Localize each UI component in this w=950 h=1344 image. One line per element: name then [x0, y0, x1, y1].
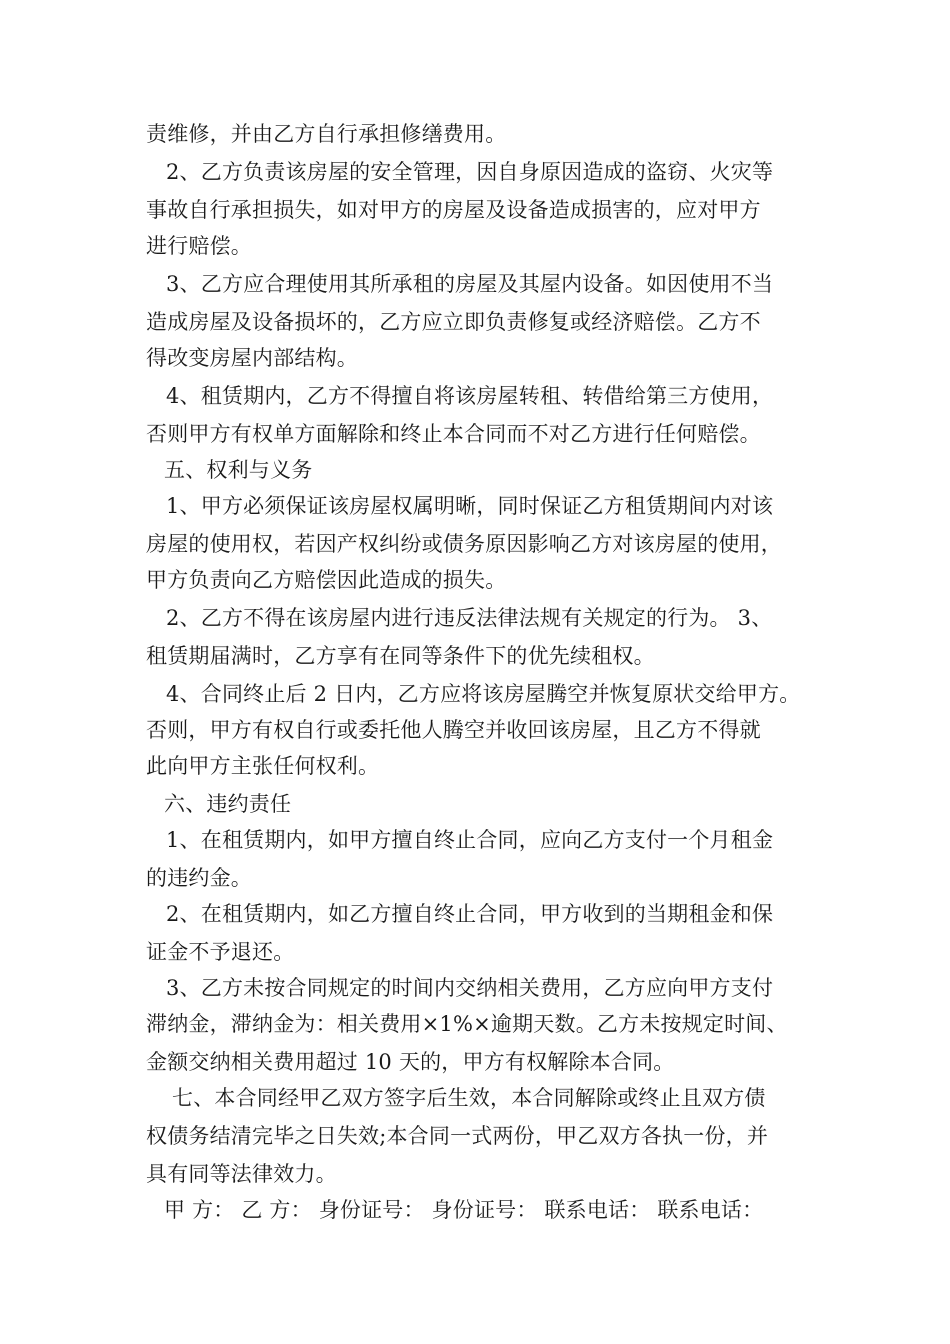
paragraph-line: 具有同等法律效力。	[146, 1162, 337, 1186]
paragraph-line: 进行赔偿。	[146, 234, 252, 258]
paragraph-line: 房屋的使用权，若因产权纠纷或债务原因影响乙方对该房屋的使用，	[146, 532, 782, 556]
paragraph-line: 4、合同终止后 2 日内，乙方应将该房屋腾空并恢复原状交给甲方。	[166, 682, 801, 706]
paragraph-line: 责维修，并由乙方自行承担修缮费用。	[146, 122, 507, 146]
paragraph-line: 得改变房屋内部结构。	[146, 346, 358, 370]
paragraph-line: 2、乙方不得在该房屋内进行违反法律法规有关规定的行为。 3、	[166, 606, 773, 630]
paragraph-line: 权债务结清完毕之日失效;本合同一式两份，甲乙双方各执一份，并	[146, 1124, 769, 1148]
paragraph-line: 此向甲方主张任何权利。	[146, 754, 380, 778]
paragraph-line: 事故自行承担损失，如对甲方的房屋及设备造成损害的，应对甲方	[146, 198, 761, 222]
paragraph-line: 造成房屋及设备损坏的，乙方应立即负责修复或经济赔偿。乙方不	[146, 310, 761, 334]
paragraph-line: 滞纳金，滞纳金为：相关费用×1%×逾期天数。乙方未按规定时间、	[146, 1012, 788, 1036]
paragraph-line: 1、在租赁期内，如甲方擅自终止合同，应向乙方支付一个月租金	[166, 828, 774, 852]
paragraph-line: 租赁期届满时，乙方享有在同等条件下的优先续租权。	[146, 644, 655, 668]
signature-line: 甲 方： 乙 方： 身份证号： 身份证号： 联系电话： 联系电话：	[164, 1198, 764, 1222]
paragraph-line: 4、租赁期内，乙方不得擅自将该房屋转租、转借给第三方使用，	[166, 384, 774, 408]
paragraph-line: 否则甲方有权单方面解除和终止本合同而不对乙方进行任何赔偿。	[146, 422, 761, 446]
section-heading: 五、权利与义务	[164, 458, 313, 482]
paragraph-line: 2、在租赁期内，如乙方擅自终止合同，甲方收到的当期租金和保	[166, 902, 774, 926]
paragraph-line: 甲方负责向乙方赔偿因此造成的损失。	[146, 568, 507, 592]
paragraph-line: 1、甲方必须保证该房屋权属明晰，同时保证乙方租赁期间内对该	[166, 494, 774, 518]
paragraph-line: 证金不予退还。	[146, 940, 295, 964]
paragraph-line: 2、乙方负责该房屋的安全管理，因自身原因造成的盗窃、火灾等	[166, 160, 774, 184]
paragraph-line: 3、乙方应合理使用其所承租的房屋及其屋内设备。如因使用不当	[166, 272, 774, 296]
paragraph-line: 3、乙方未按合同规定的时间内交纳相关费用，乙方应向甲方支付	[166, 976, 774, 1000]
paragraph-line: 的违约金。	[146, 866, 252, 890]
paragraph-line: 七、本合同经甲乙双方签字后生效，本合同解除或终止且双方债	[172, 1086, 766, 1110]
paragraph-line: 否则，甲方有权自行或委托他人腾空并收回该房屋，且乙方不得就	[146, 718, 761, 742]
paragraph-line: 金额交纳相关费用超过 10 天的，甲方有权解除本合同。	[146, 1050, 675, 1074]
section-heading: 六、违约责任	[164, 792, 292, 816]
